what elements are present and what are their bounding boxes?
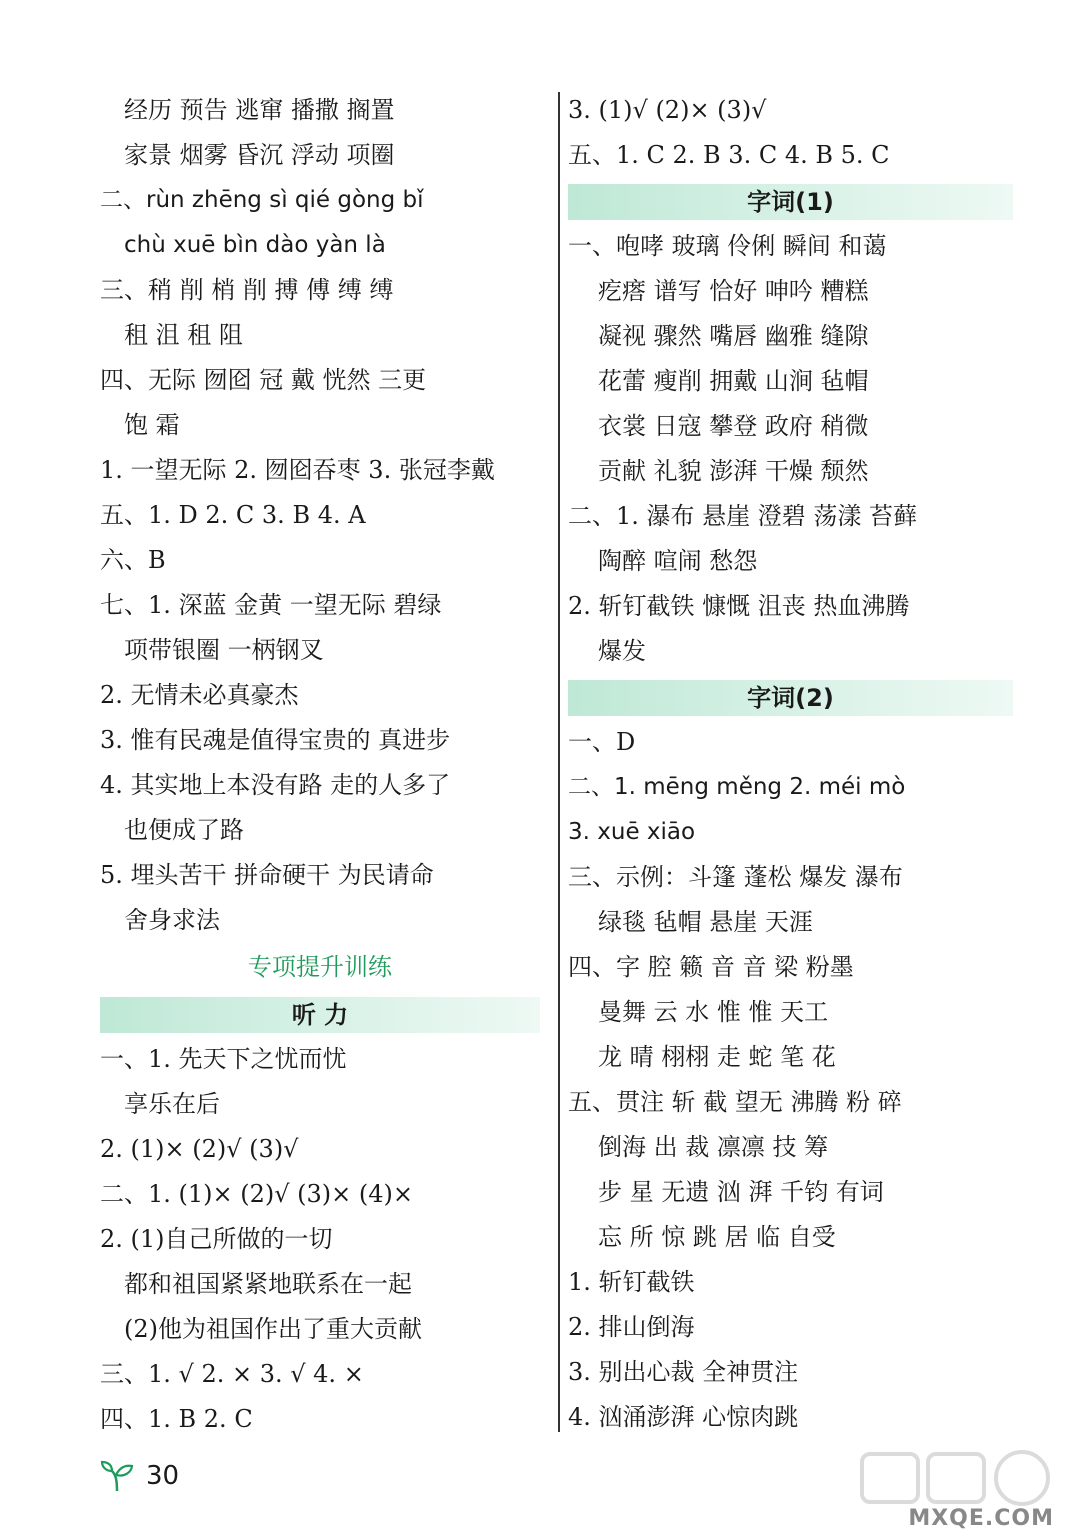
sprout-icon: [100, 1459, 134, 1493]
answer-line: 2. 斩钉截铁 慷慨 沮丧 热血沸腾: [568, 592, 910, 620]
answer-line: 享乐在后: [124, 1090, 220, 1118]
answer-line: 陶醉 喧闹 愁怨: [598, 547, 758, 575]
answer-line: 七、1. 深蓝 金黄 一望无际 碧绿: [100, 591, 442, 619]
column-divider: [558, 92, 560, 1432]
answer-line: 二、1. (1)× (2)√ (3)× (4)×: [100, 1180, 414, 1208]
answer-line: 三、示例：斗篷 蓬松 爆发 瀑布: [568, 863, 903, 891]
answer-line: (2)他为祖国作出了重大贡献: [124, 1315, 422, 1343]
answer-line: 3. 惟有民魂是值得宝贵的 真进步: [100, 726, 451, 754]
answer-line: 都和祖国紧紧地联系在一起: [124, 1270, 412, 1298]
answer-line: 四、字 腔 籁 音 音 梁 粉墨: [568, 953, 854, 981]
answer-line: 步 星 无遗 汹 湃 千钧 有词: [598, 1178, 884, 1206]
watermark-url: MXQE.COM: [908, 1506, 1054, 1531]
answer-line: 龙 晴 栩栩 走 蛇 笔 花: [598, 1043, 836, 1071]
answer-line: 五、1. D 2. C 3. B 4. A: [100, 501, 366, 529]
left-column: [100, 88, 540, 1442]
answer-line: 1. 斩钉截铁: [568, 1268, 695, 1296]
answer-line: 2. 无情未必真豪杰: [100, 681, 299, 709]
answer-line: chù xuē bìn dào yàn là: [124, 232, 386, 258]
page-footer: [100, 1456, 179, 1496]
answer-line: 凝视 骤然 嘴唇 幽雅 缝隙: [598, 322, 869, 350]
answer-line: 一、D: [568, 728, 636, 756]
answer-line: 5. 埋头苦干 拼命硬干 为民请命: [100, 861, 434, 889]
answer-line: 1. 一望无际 2. 囫囵吞枣 3. 张冠李戴: [100, 456, 495, 484]
section-title: 专项提升训练: [248, 953, 392, 981]
answer-line: 六、B: [100, 546, 166, 574]
answer-line: 花蕾 瘦削 拥戴 山涧 毡帽: [598, 367, 869, 395]
answer-line: 二、1. mēng měng 2. méi mò: [568, 774, 906, 800]
answer-line: 4. 其实地上本没有路 走的人多了: [100, 771, 451, 799]
answer-line: 五、贯注 斩 截 望无 沸腾 粉 碎: [568, 1088, 902, 1116]
answer-line: 项带银圈 一柄钢叉: [124, 636, 324, 664]
right-column: [568, 88, 1013, 1440]
answer-line: 倒海 出 裁 凛凛 技 筹: [598, 1133, 829, 1161]
answer-line: 三、稍 削 梢 削 搏 傅 缚 缚: [100, 276, 394, 304]
answer-line: 四、无际 囫囵 冠 戴 恍然 三更: [100, 366, 427, 394]
answer-line: 忘 所 惊 跳 居 临 自受: [598, 1223, 836, 1251]
answer-line: 二、rùn zhēng sì qié gòng bǐ: [100, 187, 424, 213]
answer-line: 曼舞 云 水 惟 惟 天工: [598, 998, 829, 1026]
answer-line: 四、1. B 2. C: [100, 1405, 253, 1433]
answer-line: 2. (1)× (2)√ (3)√: [100, 1135, 299, 1163]
answer-line: 家景 烟雾 昏沉 浮动 项圈: [124, 141, 395, 169]
answer-line: 租 沮 租 阻: [124, 321, 243, 349]
answer-line: 爆发: [598, 637, 646, 665]
answer-line: 衣裳 日寇 攀登 政府 稍微: [598, 412, 869, 440]
section-band: 字词(2): [568, 680, 1013, 716]
section-band: 听 力: [100, 997, 540, 1033]
answer-line: 疙瘩 谱写 恰好 呻吟 糟糕: [598, 277, 869, 305]
answer-line: 舍身求法: [124, 906, 220, 934]
answer-line: 3. (1)√ (2)× (3)√: [568, 96, 767, 124]
answer-line: 2. 排山倒海: [568, 1313, 695, 1341]
answer-line: 也便成了路: [124, 816, 244, 844]
answer-line: 绿毯 毡帽 悬崖 天涯: [598, 908, 813, 936]
answer-line: 一、咆哮 玻璃 伶俐 瞬间 和蔼: [568, 232, 887, 260]
answer-line: 经历 预告 逃窜 播撒 搁置: [124, 96, 395, 124]
answer-line: 4. 汹涌澎湃 心惊肉跳: [568, 1403, 799, 1431]
section-band: 字词(1): [568, 184, 1013, 220]
answer-line: 2. (1)自己所做的一切: [100, 1225, 333, 1253]
answer-line: 三、1. √ 2. × 3. √ 4. ×: [100, 1360, 364, 1388]
page-number: 30: [146, 1461, 180, 1491]
answer-line: 3. xuē xiāo: [568, 819, 696, 845]
answer-line: 一、1. 先天下之忧而忧: [100, 1045, 347, 1073]
answer-line: 五、1. C 2. B 3. C 4. B 5. C: [568, 141, 890, 169]
answer-line: 3. 别出心裁 全神贯注: [568, 1358, 799, 1386]
answer-line: 二、1. 瀑布 悬崖 澄碧 荡漾 苔藓: [568, 502, 918, 530]
answer-line: 贡献 礼貌 澎湃 干燥 颓然: [598, 457, 869, 485]
answer-line: 饱 霜: [124, 411, 180, 439]
